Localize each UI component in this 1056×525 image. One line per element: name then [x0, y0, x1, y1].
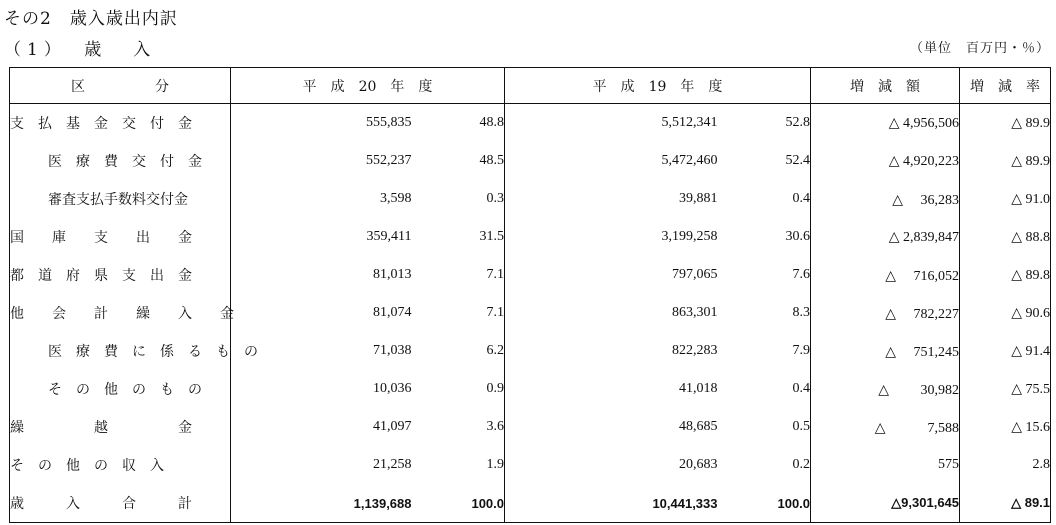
section-label: 歳入	[84, 40, 183, 60]
rate-cell: △ 15.6	[960, 408, 1051, 446]
fy19-amount-cell: 20,683	[505, 446, 718, 484]
fy20-amount-cell: 10,036	[231, 370, 412, 408]
fy20-amount-cell: 359,411	[231, 218, 412, 256]
diff-cell: △ 30,982	[811, 370, 960, 408]
row-label: そ の 他 の も の	[48, 382, 202, 398]
row-label: 支 払 基 金 交 付 金	[10, 116, 192, 132]
unit-note: （単位 百万円・％）	[909, 41, 1050, 56]
row-label: そ の 他 の 収 入	[10, 458, 164, 474]
document-title: その2 歳入歳出内訳	[4, 9, 178, 29]
fy19-percent-cell: 100.0	[777, 495, 811, 511]
fy20-percent-cell: 1.9	[486, 457, 505, 472]
rate-cell: △ 89.9	[960, 142, 1051, 180]
table-row	[10, 142, 1051, 180]
table-row	[10, 294, 1051, 332]
fy20-percent-cell: 31.5	[479, 229, 505, 244]
diff-cell: △9,301,645	[811, 484, 960, 523]
fy19-percent-cell: 7.9	[792, 343, 811, 358]
fy20-percent-cell: 7.1	[486, 267, 505, 282]
diff-cell: △ 4,956,506	[811, 104, 960, 143]
fy19-amount-cell: 41,018	[505, 370, 718, 408]
rate-cell: △ 89.1	[960, 484, 1051, 523]
fy19-percent-cell: 8.3	[792, 305, 811, 320]
fy19-percent-cell: 0.2	[792, 457, 811, 472]
table-row	[10, 218, 1051, 256]
row-label: 繰 越 金	[10, 420, 192, 436]
fy20-amount-cell: 71,038	[231, 332, 412, 370]
fy20-amount-cell: 552,237	[231, 142, 412, 180]
diff-cell: △ 716,052	[811, 256, 960, 294]
fy20-percent-cell: 6.2	[486, 343, 505, 358]
total-row	[10, 484, 1051, 523]
section-heading	[4, 35, 182, 60]
row-label: 都 道 府 県 支 出 金	[10, 268, 192, 284]
fy19-amount-cell: 5,472,460	[505, 142, 718, 180]
fy20-amount-cell: 1,139,688	[231, 484, 412, 523]
section-number: （1）	[4, 40, 67, 60]
fy19-amount-cell: 822,283	[505, 332, 718, 370]
fy20-percent-cell: 100.0	[471, 495, 505, 511]
rate-cell: △ 90.6	[960, 294, 1051, 332]
row-label: 他 会 計 繰 入 金	[10, 306, 234, 322]
column-header-fy20: 平 成 20 年 度	[231, 68, 505, 104]
rate-cell: △ 91.4	[960, 332, 1051, 370]
fy20-percent-cell: 0.9	[486, 381, 505, 396]
fy20-percent-cell: 7.1	[486, 305, 505, 320]
fy19-percent-cell: 52.4	[785, 153, 811, 168]
fy19-percent-cell: 0.4	[792, 191, 811, 206]
rate-cell: △ 91.0	[960, 180, 1051, 218]
fy20-percent-cell: 0.3	[486, 191, 505, 206]
fy20-percent-cell: 48.8	[479, 115, 505, 130]
table-row	[10, 180, 1051, 218]
fy20-amount-cell: 81,013	[231, 256, 412, 294]
fy20-amount-cell: 3,598	[231, 180, 412, 218]
table-row	[10, 446, 1051, 484]
diff-cell: △ 7,588	[811, 408, 960, 446]
fy19-amount-cell: 39,881	[505, 180, 718, 218]
row-label: 医 療 費 交 付 金	[48, 154, 202, 170]
diff-cell: △ 782,227	[811, 294, 960, 332]
rate-cell: △ 89.9	[960, 104, 1051, 143]
fy19-percent-cell: 30.6	[785, 229, 811, 244]
row-label: 医 療 費 に 係 る も の	[48, 344, 258, 360]
row-label: 審査支払手数料交付金	[48, 192, 188, 208]
fy19-percent-cell: 7.6	[792, 267, 811, 282]
diff-cell: △ 36,283	[811, 180, 960, 218]
rate-cell: 2.8	[960, 446, 1051, 484]
diff-cell: 575	[811, 446, 960, 484]
fy20-amount-cell: 21,258	[231, 446, 412, 484]
table-row	[10, 370, 1051, 408]
table-row	[10, 332, 1051, 370]
revenue-table	[9, 67, 1051, 523]
header-row	[10, 68, 1051, 104]
fy19-amount-cell: 797,065	[505, 256, 718, 294]
fy20-amount-cell: 41,097	[231, 408, 412, 446]
rate-cell: △ 75.5	[960, 370, 1051, 408]
fy19-percent-cell: 0.4	[792, 381, 811, 396]
row-label: 歳 入 合 計	[10, 496, 192, 512]
fy20-percent-cell: 3.6	[486, 419, 505, 434]
fy20-amount-cell: 81,074	[231, 294, 412, 332]
rate-cell: △ 88.8	[960, 218, 1051, 256]
fy19-amount-cell: 48,685	[505, 408, 718, 446]
column-header-diff: 増 減 額	[811, 68, 960, 104]
fy19-amount-cell: 3,199,258	[505, 218, 718, 256]
diff-cell: △ 751,245	[811, 332, 960, 370]
column-header-fy19: 平 成 19 年 度	[505, 68, 811, 104]
column-header-rate: 増 減 率	[960, 68, 1051, 104]
row-label: 国 庫 支 出 金	[10, 230, 192, 246]
table-row	[10, 104, 1051, 143]
table-row	[10, 256, 1051, 294]
diff-cell: △ 2,839,847	[811, 218, 960, 256]
table-row	[10, 408, 1051, 446]
fy20-amount-cell: 555,835	[231, 104, 412, 143]
fy19-amount-cell: 863,301	[505, 294, 718, 332]
fy19-percent-cell: 52.8	[785, 115, 811, 130]
fy19-amount-cell: 10,441,333	[505, 484, 718, 523]
column-header-kubun: 区 分	[10, 68, 231, 104]
fy20-percent-cell: 48.5	[479, 153, 505, 168]
fy19-amount-cell: 5,512,341	[505, 104, 718, 143]
rate-cell: △ 89.8	[960, 256, 1051, 294]
fy19-percent-cell: 0.5	[792, 419, 811, 434]
diff-cell: △ 4,920,223	[811, 142, 960, 180]
